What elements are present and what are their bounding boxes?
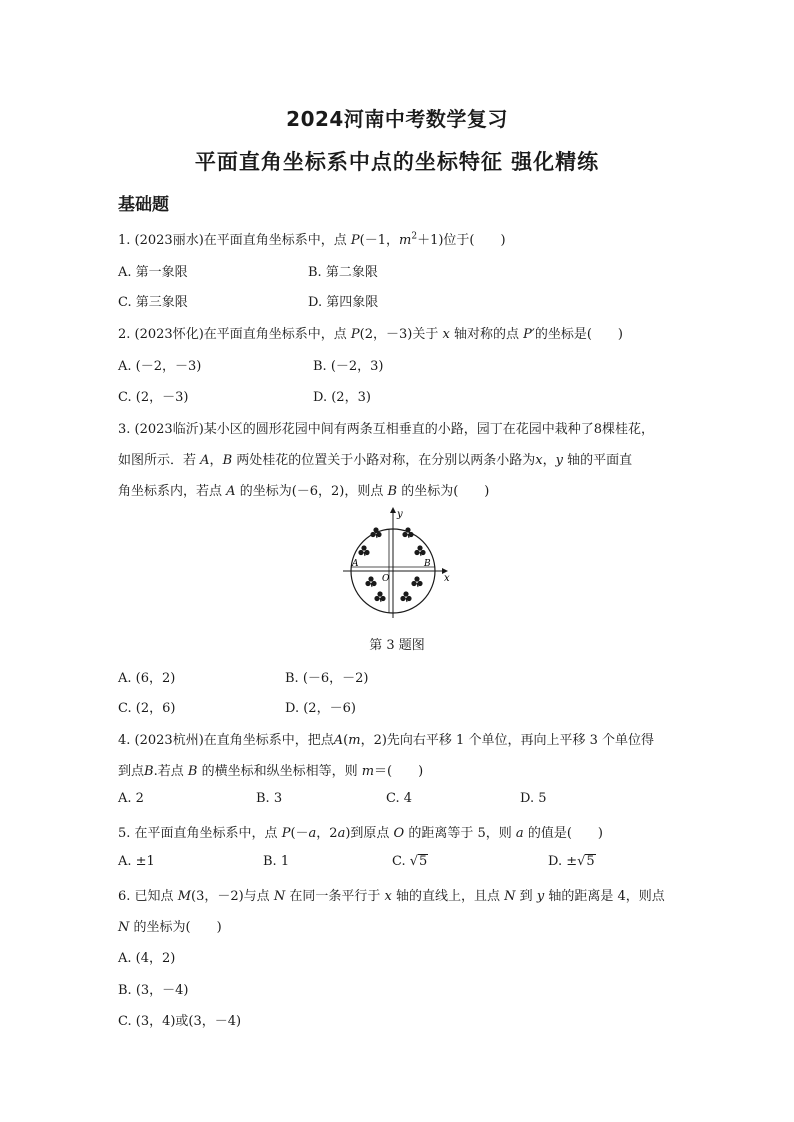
clover-icon — [414, 545, 425, 556]
q4-text-b: ( — [343, 733, 349, 748]
question-3-line-2 — [118, 449, 632, 468]
q2-var-p-prime: P — [523, 327, 532, 342]
q6-var-y: y — [536, 889, 545, 904]
q5-var-a-3: a — [515, 826, 524, 841]
q3-option-a: A. (6，2) — [118, 671, 176, 686]
q1-text-a: 1. (2023丽水)在平面直角坐标系中，点 — [118, 233, 347, 248]
q2-text-b: (2，－3)关于 — [359, 327, 439, 342]
q4-var-m: m — [348, 733, 361, 748]
q6-text-d: 轴的直线上，且点 — [395, 889, 500, 904]
q3-option-d: D. (2，－6) — [285, 701, 356, 716]
q5-option-c-sqrt: √5 — [409, 854, 428, 869]
q5-text-e: 的距离等于 5，则 — [408, 826, 512, 841]
q2-option-c: C. (2，－3) — [118, 390, 189, 405]
q4-option-b: B. 3 — [256, 791, 283, 806]
q3-text-h: 的坐标为( ) — [401, 484, 490, 499]
question-3-line-1: 3. (2023临沂)某小区的圆形花园中间有两条互相垂直的小路，园丁在花园中栽种了8棵桂花， — [118, 422, 655, 437]
q2-var-p: P — [350, 327, 360, 342]
point-b-label: B — [424, 559, 431, 569]
q5-text-a: 5. 在平面直角坐标系中，点 — [118, 826, 278, 841]
question-4-line-2 — [118, 760, 423, 779]
q5-option-d-sqrt: √5 — [577, 854, 595, 869]
question-3-line-3 — [118, 480, 489, 499]
q5-text-c: ，2 — [316, 826, 338, 841]
q4-text-d: 到点 — [118, 764, 145, 779]
q5-option-d — [548, 854, 596, 869]
q6-text-c: 在同一条平行于 — [289, 889, 381, 904]
q3-text-f: 角坐标系内，若点 — [118, 484, 223, 499]
question-6-line-1 — [118, 885, 665, 904]
q1-option-b: B. 第二象限 — [308, 265, 378, 280]
q2-text-a: 2. (2023怀化)在平面直角坐标系中，点 — [118, 327, 347, 342]
q4-option-c: C. 4 — [386, 791, 413, 806]
q5-text-b: (－ — [290, 826, 309, 841]
q5-var-a: a — [308, 826, 317, 841]
question-1-stem — [118, 229, 506, 248]
clover-icon — [402, 527, 413, 538]
q3-var-a: A — [200, 453, 210, 468]
document-subtitle: 平面直角坐标系中点的坐标特征 强化精练 — [194, 150, 600, 174]
q4-option-d: D. 5 — [520, 791, 547, 806]
q6-text-g: 的坐标为( ) — [133, 920, 222, 935]
q4-text-e: .若点 — [153, 764, 184, 779]
q1-var-m: m — [399, 233, 412, 248]
q4-option-a: A. 2 — [118, 791, 144, 806]
q1-text-c: ＋1)位于( ) — [417, 233, 506, 248]
q2-option-b: B. (－2，3) — [313, 359, 384, 374]
y-axis-label: y — [397, 509, 403, 520]
q2-text-c: 轴对称的点 — [453, 327, 519, 342]
q4-var-a: A — [333, 733, 344, 748]
q5-text-f: 的值是( ) — [527, 826, 603, 841]
q3-var-a-2: A — [226, 484, 236, 499]
y-axis-arrow-icon — [390, 507, 396, 513]
x-axis-label: x — [444, 573, 450, 584]
q5-option-c-radicand: 5 — [419, 854, 428, 869]
q4-text-a: 4. (2023杭州)在直角坐标系中，把点 — [118, 733, 334, 748]
q1-var-p: P — [350, 233, 360, 248]
q6-option-c: C. (3，4)或(3，－4) — [118, 1014, 242, 1029]
q6-var-x: x — [384, 889, 392, 904]
q1-text-b: (－1， — [359, 233, 399, 248]
q6-text-f: 轴的距离是 4，则点 — [548, 889, 665, 904]
q3-option-b: B. (－6，－2) — [285, 671, 369, 686]
q5-option-d-label: D. ± — [548, 854, 578, 869]
q3-text-c: 两处桂花的位置关于小路对称，在分别以两条小路为 — [236, 453, 536, 468]
question-6-line-2 — [118, 916, 222, 935]
q6-var-m: M — [177, 889, 191, 904]
q5-text-d: )到原点 — [345, 826, 390, 841]
q3-var-b-2: B — [387, 484, 398, 499]
q6-text-e: 到 — [519, 889, 533, 904]
q2-var-x: x — [442, 327, 450, 342]
q5-var-o: O — [393, 826, 405, 841]
section-heading: 基础题 — [118, 195, 169, 215]
point-a-label: A — [352, 559, 359, 569]
figure-caption: 第 3 题图 — [369, 638, 425, 653]
question-4-line-1 — [118, 729, 654, 748]
q3-text-d: ， — [542, 453, 556, 468]
q1-option-c: C. 第三象限 — [118, 295, 188, 310]
q6-text-b: (3，－2)与点 — [191, 889, 270, 904]
q5-var-a-2: a — [337, 826, 346, 841]
q6-option-a: A. (4，2) — [118, 951, 176, 966]
q3-var-x: x — [535, 453, 543, 468]
q4-var-b-2: B — [187, 764, 198, 779]
question-2-stem — [118, 323, 623, 342]
q5-var-p: P — [281, 826, 291, 841]
q1-exponent: 2 — [411, 231, 418, 242]
clover-icon — [400, 591, 411, 602]
q2-option-a: A. (－2，－3) — [118, 359, 202, 374]
q5-option-c — [392, 854, 428, 869]
q3-option-c: C. (2，6) — [118, 701, 176, 716]
q2-text-d: ′的坐标是( ) — [531, 327, 623, 342]
q6-var-n-3: N — [118, 920, 130, 935]
clover-icon — [358, 545, 369, 556]
clover-icon — [411, 576, 422, 587]
q4-var-b: B — [144, 764, 154, 779]
garden-figure — [338, 505, 458, 629]
q3-text-e: 轴的平面直 — [567, 453, 633, 468]
q6-var-n: N — [273, 889, 286, 904]
origin-label: O — [382, 574, 390, 584]
q3-text-g: 的坐标为(－6，2)，则点 — [239, 484, 384, 499]
document-title: 2024河南中考数学复习 — [286, 107, 508, 131]
q4-text-c: ，2)先向右平移 1 个单位，再向上平移 3 个单位得 — [360, 733, 654, 748]
q6-var-n-2: N — [504, 889, 516, 904]
q4-text-f: 的横坐标和纵坐标相等，则 — [201, 764, 358, 779]
q4-text-g: ＝( ) — [374, 764, 424, 779]
q6-text-a: 6. 已知点 — [118, 889, 174, 904]
q3-var-b: B — [222, 453, 233, 468]
q5-option-c-label: C. — [392, 854, 410, 869]
q1-option-a: A. 第一象限 — [118, 265, 188, 280]
q6-option-b: B. (3，－4) — [118, 983, 189, 998]
question-5-stem — [118, 822, 603, 841]
q3-text-a: 如图所示．若 — [118, 453, 197, 468]
q3-text-b: ， — [209, 453, 223, 468]
q5-option-b: B. 1 — [263, 854, 290, 869]
q1-option-d: D. 第四象限 — [308, 295, 379, 310]
clover-icon — [374, 591, 385, 602]
q4-var-m-2: m — [361, 764, 375, 779]
q5-option-a: A. ±1 — [118, 854, 155, 869]
q5-option-d-radicand: 5 — [586, 854, 595, 869]
q3-var-y: y — [555, 453, 563, 468]
q2-option-d: D. (2，3) — [313, 390, 371, 405]
clover-icon — [365, 576, 376, 587]
